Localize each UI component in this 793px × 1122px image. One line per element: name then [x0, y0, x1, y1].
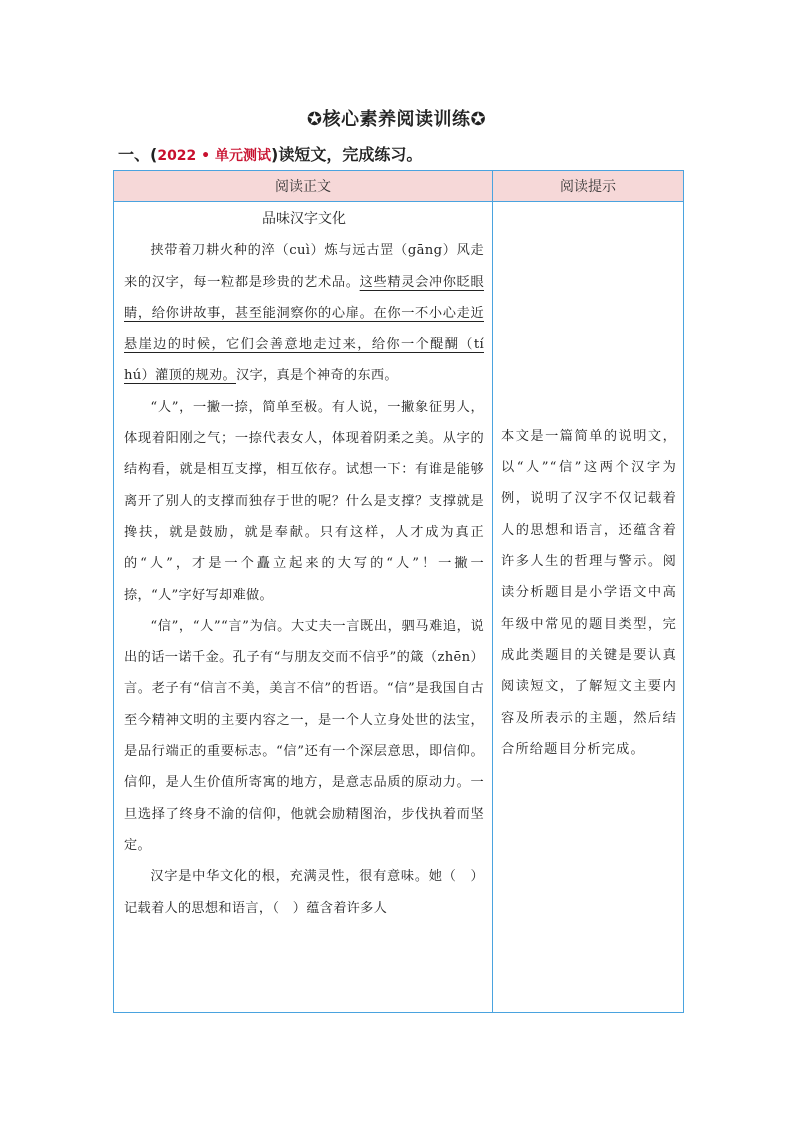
hint-cell — [493, 202, 684, 1013]
passage-paragraph-3: “信”，“人”“言”为信。大丈夫一言既出，驷马难追，说出的话一诺千金。孔子有“与朋友交而不信乎”的箴（zhēn）言。老子有“信言不美，美言不信”的哲语。“信”是我国自古至今精神文明的主要内容之一，是一个人立身处世的法宝，是品行端正的重要标志。“信”还有一个深层意思，即信仰。信仰，是人生价值所寄寓的地方，是意志品质的原动力。一旦选择了终身不渝的信仰，他就会励精图治，步伐执着而坚定。 — [124, 618, 484, 853]
passage-paragraph-2: “人”，一撇一捺，简单至极。有人说，一撇象征男人，体现着阳刚之气；一捺代表女人，体现着阴柔之美。从字的结构看，就是相互支撑，相互依存。试想一下：有谁是能够离开了别人的支撑而独存于世的呢？什么是支撑？支撑就是搀扶，就是鼓励，就是奉献。只有这样，人才成为真正的“人”，才是一个矗立起来的大写的“人”！一撇一捺，“人”字好写却难做。 — [124, 399, 484, 603]
p1-underlined-sentence: 这些精灵会冲你眨眼睛，给你讲故事，甚至能洞察你的心扉。在你一不小心走近悬崖边的时候，它们会善意地走过来，给你一个醍醐（tí hú）灌顶的规劝。 — [124, 274, 484, 384]
header-hint-column: 阅读提示 — [493, 171, 684, 202]
reading-hint: 本文是一篇简单的说明文，以“人”“信”这两个汉字为例，说明了汉字不仅记载着人的思想和语言，还蕴含着许多人生的哲理与警示。阅读分析题目是小学语文中高年级中常见的题目类型，完成此类题目的关键是要认真阅读短文，了解短文主要内容及所表示的主题，然后结合所给题目分析完成。 — [501, 428, 677, 757]
header-text-column: 阅读正文 — [114, 171, 493, 202]
p1-part-b: 汉字，真是个神奇的东西。 — [236, 368, 398, 384]
section-heading — [118, 142, 422, 165]
passage-paragraph-4: 汉字是中华文化的根，充满灵性，很有意味。她（ ）记载着人的思想和语言，（ ）蕴含着许多人 — [124, 869, 484, 916]
section-prefix: 一、( — [118, 145, 158, 164]
passage-paragraph-1 — [124, 235, 484, 391]
section-suffix: )读短文，完成练习。 — [271, 145, 423, 164]
section-source: 2022 • 单元测试 — [157, 148, 271, 164]
p1-part-a: 挟带着刀耕火种的淬（cuì）炼与远古罡（gāng）风走来的汉字，每一粒都是珍贵的艺术品。 — [124, 243, 484, 290]
reading-table — [113, 170, 684, 1013]
page-title: ✪核心素养阅读训练✪ — [306, 109, 487, 130]
passage-cell — [114, 202, 493, 1013]
passage-title: 品味汉字文化 — [262, 211, 346, 227]
